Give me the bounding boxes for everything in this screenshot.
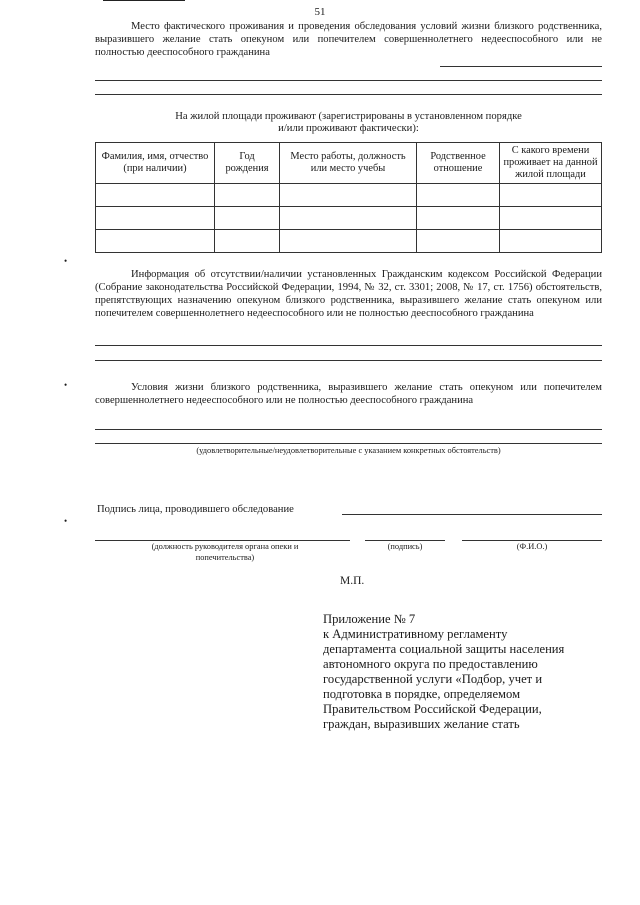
appendix-line: подготовка в порядке, определяемом — [323, 687, 521, 701]
margin-dot: • — [64, 516, 68, 526]
conditions-paragraph: Условия жизни близкого родственника, выразившего желание стать опекуном или попечителем совершеннолетнего недееспособного или не полностью дееспособного гражданина — [95, 382, 602, 406]
top-rule — [103, 0, 185, 1]
col-header-relation: Родственное отношение — [417, 143, 500, 184]
sign-line — [365, 540, 445, 541]
table-cell[interactable] — [96, 230, 215, 253]
table-row — [96, 184, 602, 207]
table-cell[interactable] — [215, 230, 280, 253]
conditions-caption: (удовлетворительные/неудовлетворительные с указанием конкретных обстоятельств) — [196, 446, 501, 455]
fill-line — [95, 429, 602, 430]
table-row — [96, 230, 602, 253]
fill-line — [440, 66, 602, 67]
signature-line — [342, 514, 602, 515]
margin-dot: • — [64, 256, 68, 266]
margin-dot: • — [64, 380, 68, 390]
name-line — [462, 540, 602, 541]
col-header-name: Фамилия, имя, отчество (при наличии) — [96, 143, 215, 184]
appendix-line: граждан, выразивших желание стать — [323, 717, 520, 731]
appendix-line: департамента социальной защиты населения — [323, 642, 565, 656]
appendix-block — [323, 612, 613, 732]
page-number: 51 — [314, 6, 326, 18]
table-row — [96, 207, 602, 230]
table-cell[interactable] — [96, 207, 215, 230]
fill-line — [95, 443, 602, 444]
signature-label: Подпись лица, проводившего обследование — [97, 504, 294, 515]
table-cell[interactable] — [280, 184, 417, 207]
table-cell[interactable] — [280, 207, 417, 230]
stamp-mark: М.П. — [340, 575, 365, 587]
residents-table — [95, 142, 602, 253]
table-cell[interactable] — [280, 230, 417, 253]
fill-line — [95, 80, 602, 81]
table-cell[interactable] — [500, 230, 602, 253]
fill-line — [95, 345, 602, 346]
residents-heading-line2: и/или проживают фактически): — [278, 123, 419, 134]
appendix-line: Правительством Российской Федерации, — [323, 702, 542, 716]
table-header-row — [96, 143, 602, 184]
table-cell[interactable] — [500, 207, 602, 230]
fill-line — [95, 360, 602, 361]
info-paragraph: Информация об отсутствии/наличии установленных Гражданским кодексом Российской Федерации (Собрание законодательства Российской Федерации, 1994, № 32, ст. 3301; 2008, № 17, ст. 1756) обстоятельств, препятствующих назначению опекуном близкого родственника, выразившего желание стать опекуном или попечителем совершеннолетнего недееспособного или не полностью дееспособного гражданина — [95, 269, 602, 319]
table-cell[interactable] — [215, 184, 280, 207]
col-header-since: С какого времени проживает на данной жилой площади — [500, 143, 602, 184]
table-cell[interactable] — [417, 230, 500, 253]
caption-position-line1: (должность руководителя органа опеки и — [151, 542, 299, 551]
position-line — [95, 540, 350, 541]
table-cell[interactable] — [417, 207, 500, 230]
caption-name: (Ф.И.О.) — [516, 542, 548, 551]
table-cell[interactable] — [500, 184, 602, 207]
appendix-line: государственной услуги «Подбор, учет и — [323, 672, 543, 686]
col-header-birth-year: Год рождения — [215, 143, 280, 184]
table-cell[interactable] — [96, 184, 215, 207]
appendix-line: к Административному регламенту — [323, 627, 508, 641]
fill-line — [95, 94, 602, 95]
appendix-title: Приложение № 7 — [323, 612, 416, 626]
col-header-workplace: Место работы, должность или место учебы — [280, 143, 417, 184]
residents-heading-line1: На жилой площади проживают (зарегистрированы в установленном порядке — [175, 111, 522, 122]
caption-position-line2: попечительства) — [195, 553, 255, 562]
appendix-line: автономного округа по предоставлению — [323, 657, 538, 671]
intro-paragraph: Место фактического проживания и проведения обследования условий жизни близкого родственника, выразившего желание стать опекуном или попечителем совершеннолетнего недееспособного или не полностью дееспособного гражданина — [95, 21, 602, 58]
table-cell[interactable] — [215, 207, 280, 230]
caption-sign: (подпись) — [387, 542, 423, 551]
table-cell[interactable] — [417, 184, 500, 207]
